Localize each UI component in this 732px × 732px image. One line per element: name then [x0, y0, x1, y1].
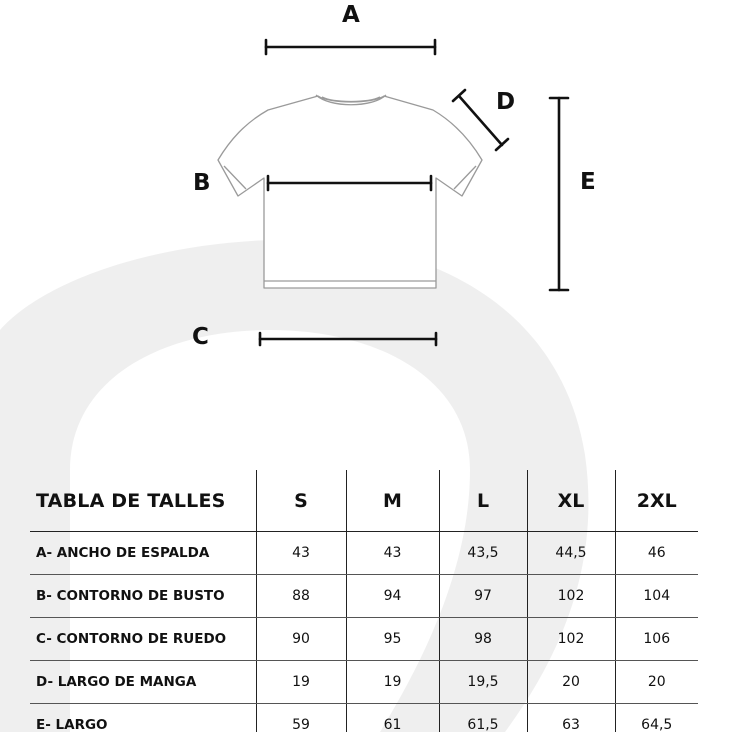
table-cell: 95 [346, 618, 439, 661]
table-cell: 88 [256, 575, 346, 618]
table-cell: 46 [615, 532, 698, 575]
size-chart-header-row [30, 470, 698, 532]
tshirt-body-shape [218, 96, 482, 288]
size-header-l: L [439, 470, 527, 532]
table-cell: 98 [439, 618, 527, 661]
table-cell: 61 [346, 704, 439, 732]
table-cell: 20 [615, 661, 698, 704]
measure-c-line [260, 333, 436, 345]
row-label: B- CONTORNO DE BUSTO [30, 575, 256, 618]
measure-e-line [550, 98, 568, 290]
size-header-xl: XL [527, 470, 615, 532]
size-header-m: M [346, 470, 439, 532]
size-chart-title: TABLA DE TALLES [30, 470, 256, 532]
row-label: C- CONTORNO DE RUEDO [30, 618, 256, 661]
table-cell: 104 [615, 575, 698, 618]
table-row [30, 704, 698, 732]
size-header-s: S [256, 470, 346, 532]
row-label: A- ANCHO DE ESPALDA [30, 532, 256, 575]
measure-a-line [266, 40, 435, 54]
label-c: C [192, 324, 209, 350]
table-row [30, 575, 698, 618]
row-label: E- LARGO [36, 717, 108, 732]
table-cell: 43 [256, 532, 346, 575]
table-cell: 43 [346, 532, 439, 575]
tshirt-outline [218, 95, 482, 288]
row-label: D- LARGO DE MANGA [30, 661, 256, 704]
table-cell: 43,5 [439, 532, 527, 575]
table-cell: 19 [256, 661, 346, 704]
table-row [30, 618, 698, 661]
table-cell: 59 [256, 704, 346, 732]
table-cell: 61,5 [439, 704, 527, 732]
table-row [30, 532, 698, 575]
size-chart-table [30, 470, 698, 732]
table-cell: 102 [527, 618, 615, 661]
table-cell: 63 [527, 704, 615, 732]
size-header-2xl: 2XL [615, 470, 698, 532]
table-cell: 102 [527, 575, 615, 618]
label-b: B [193, 170, 211, 196]
table-cell: 97 [439, 575, 527, 618]
table-cell: 94 [346, 575, 439, 618]
table-cell: 64,5 [615, 704, 698, 732]
label-d: D [496, 89, 516, 115]
table-cell: 44,5 [527, 532, 615, 575]
table-cell: 90 [256, 618, 346, 661]
table-cell: 106 [615, 618, 698, 661]
label-a: A [342, 2, 360, 28]
label-e: E [580, 169, 596, 195]
table-row [30, 661, 698, 704]
table-cell: 20 [527, 661, 615, 704]
table-cell: 19,5 [439, 661, 527, 704]
table-cell: 19 [346, 661, 439, 704]
